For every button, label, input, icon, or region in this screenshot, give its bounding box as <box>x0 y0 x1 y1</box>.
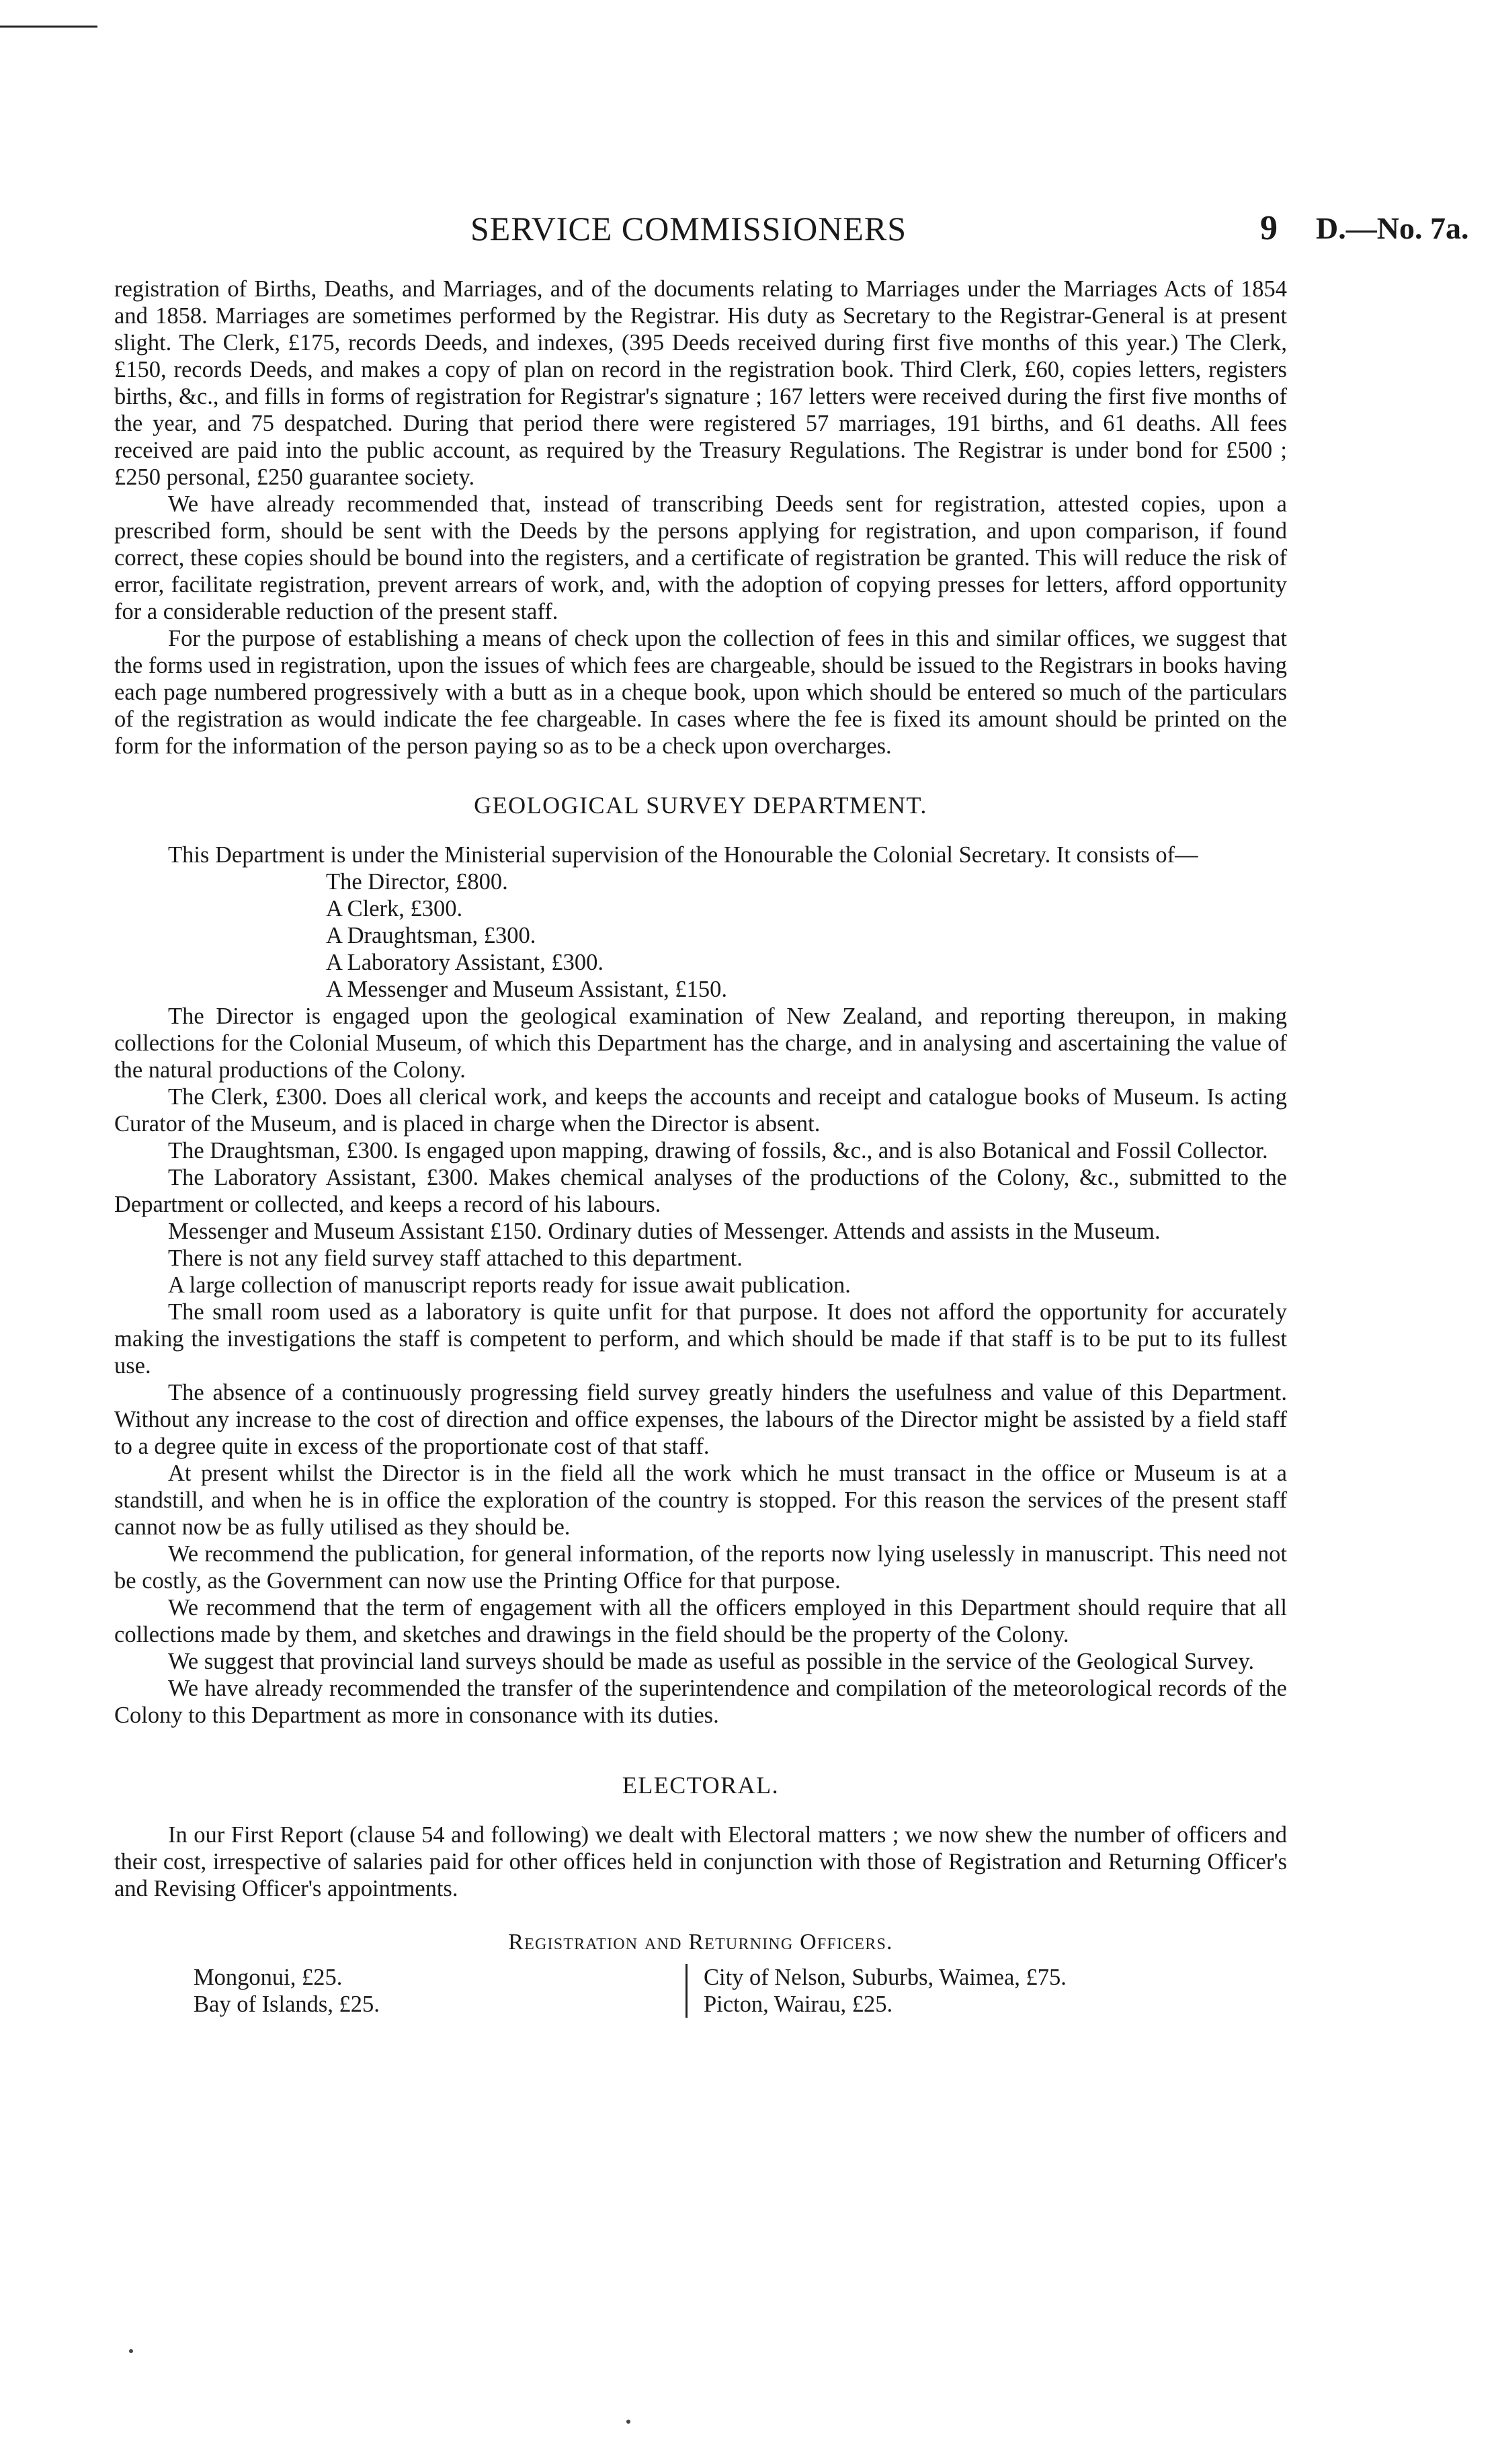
officer-entry: Bay of Islands, £25. <box>194 1991 380 2017</box>
officer-entry: Mongonui, £25. <box>194 1965 343 1990</box>
section-heading-electoral: ELECTORAL. <box>622 1772 780 1799</box>
staff-item: A Clerk, £300. <box>326 896 463 921</box>
paragraph: In our First Report (clause 54 and following) we dealt with Electoral matters ; we now shew the number of officers and their cost, irrespective of salaries paid for other offices held in conjunction with those of Registration and Returning Officer's and Revising Officer's appointments. <box>114 1822 1287 1901</box>
page-body <box>114 276 1287 2028</box>
officer-entry: City of Nelson, Suburbs, Waimea, £75. <box>704 1965 1067 1990</box>
paragraph: We have already recommended that, instead of transcribing Deeds sent for registration, attested copies, upon a prescribed form, should be sent with the Deeds by the persons applying for registration, and upon comparison, if found correct, these copies should be bound into the registers, and a certificate of registration be granted. This will reduce the risk of error, facilitate registration, prevent arrears of work, and, with the adoption of copying presses for letters, afford opportunity for a considerable reduction of the present staff. <box>114 491 1287 624</box>
paragraph: There is not any field survey staff attached to this department. <box>168 1245 743 1271</box>
page-number: 9 <box>1260 209 1278 247</box>
officers-list <box>114 1964 1287 2028</box>
staff-item: A Laboratory Assistant, £300. <box>326 950 604 975</box>
paragraph: At present whilst the Director is in the field all the work which he must transact in the office or Museum is at a standstill, and when he is in office the exploration of the country is stopped. For this reason the services of the present staff cannot now be as fully utilised as they should be. <box>114 1461 1287 1540</box>
paragraph: The small room used as a laboratory is quite unfit for that purpose. It does not afford the opportunity for accurately making the investigations the staff is competent to perform, and which should be made if that staff is to be put to its fullest use. <box>114 1299 1287 1379</box>
paragraph: The Clerk, £300. Does all clerical work, and keeps the accounts and receipt and catalogue books of Museum. Is acting Curator of the Museum, and is placed in charge when the Director is absent. <box>114 1084 1287 1137</box>
officer-entry: Picton, Wairau, £25. <box>704 1991 893 2017</box>
paragraph: A large collection of manuscript reports ready for issue await publication. <box>168 1272 851 1298</box>
paragraph: The absence of a continuously progressing field survey greatly hinders the usefulness and value of this Department. Without any increase to the cost of direction and office expenses, the labours of the Director might be assisted by a field staff to a degree quite in excess of the proportionate cost of that staff. <box>114 1380 1287 1459</box>
paragraph: We suggest that provincial land surveys should be made as useful as possible in the service of the Geological Survey. <box>168 1649 1255 1674</box>
staff-item: A Messenger and Museum Assistant, £150. <box>326 977 728 1002</box>
staff-list <box>114 868 1287 1003</box>
top-rule <box>0 26 97 28</box>
staff-item: The Director, £800. <box>326 869 508 895</box>
paragraph: We recommend that the term of engagement with all the officers employed in this Department should require that all collections made by them, and sketches and drawings in the field should be the property of the Colony. <box>114 1595 1287 1647</box>
geological-section <box>114 789 1287 1729</box>
paragraph: This Department is under the Ministerial supervision of the Honourable the Colonial Secretary. It consists of— <box>168 842 1198 868</box>
paragraph: Messenger and Museum Assistant £150. Ordinary duties of Messenger. Attends and assists in the Museum. <box>168 1219 1161 1244</box>
paragraph: The Director is engaged upon the geological examination of New Zealand, and reporting thereupon, in making collections for the Colonial Museum, of which this Department has the charge, and in analysing and ascertaining the value of the natural productions of the Colony. <box>114 1003 1287 1083</box>
paragraph: registration of Births, Deaths, and Marriages, and of the documents relating to Marriages under the Marriages Acts of 1854 and 1858. Marriages are sometimes performed by the Registrar. His duty as Secretary to the Registrar-General is at present slight. The Clerk, £175, records Deeds, and indexes, (395 Deeds received during first five months of this year.) The Clerk, £150, records Deeds, and makes a copy of plan on record in the registration book. Third Clerk, £60, copies letters, registers births, &c., and fills in forms of registration for Registrar's signature ; 167 letters were received during the first five months of the year, and 75 despatched. During that period there were registered 57 marriages, 191 births, and 61 deaths. All fees received are paid into the public account, as required by the Treasury Regulations. The Registrar is under bond for £500 ; £250 personal, £250 guarantee society. <box>114 276 1287 490</box>
officers-column-left <box>194 1964 380 2018</box>
running-title: SERVICE COMMISSIONERS <box>470 210 907 247</box>
paragraph: The Draughtsman, £300. Is engaged upon mapping, drawing of fossils, &c., and is also Botanical and Fossil Collector. <box>168 1138 1268 1163</box>
officers-column-right <box>685 1964 1067 2018</box>
electoral-section <box>114 1769 1287 2028</box>
paragraph: For the purpose of establishing a means of check upon the collection of fees in this and similar offices, we suggest that the forms used in registration, upon the issues of which fees are chargeable, should be issued to the Registrars in books having each page numbered progressively with a butt as in a cheque book, upon which should be entered so much of the particulars of the registration as would indicate the fee chargeable. In cases where the fee is fixed its amount should be printed on the form for the information of the person paying so as to be a check upon overcharges. <box>114 626 1287 759</box>
page-header <box>0 202 1496 255</box>
staff-item: A Draughtsman, £300. <box>326 923 536 948</box>
paper-id: D.—No. 7a. <box>1316 211 1469 245</box>
paragraph: We have already recommended the transfer of the superintendence and compilation of the meteorological records of the Colony to this Department as more in consonance with its duties. <box>114 1676 1287 1728</box>
paragraph: We recommend the publication, for general information, of the reports now lying uselessly in manuscript. This need not be costly, as the Government can now use the Printing Office for that purpose. <box>114 1541 1287 1594</box>
scan-speck <box>626 2420 630 2424</box>
section-heading-geological: GEOLOGICAL SURVEY DEPARTMENT. <box>474 792 927 819</box>
scan-speck <box>129 2349 133 2353</box>
registrar-section <box>114 276 1287 759</box>
paragraph: The Laboratory Assistant, £300. Makes chemical analyses of the productions of the Colony, &c., submitted to the Department or collected, and keeps a record of his labours. <box>114 1165 1287 1217</box>
subheading-registration-officers: Registration and Returning Officers. <box>508 1930 893 1955</box>
